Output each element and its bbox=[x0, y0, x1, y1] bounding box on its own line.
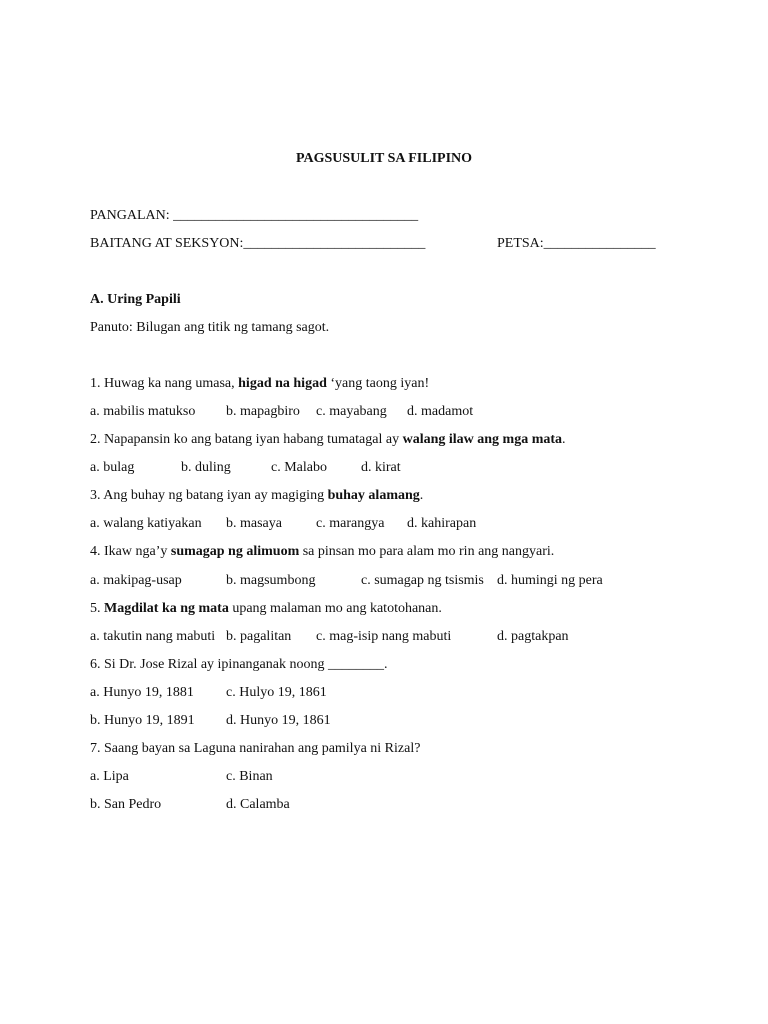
section-field-label: BAITANG AT SEKSYON:__________________________ bbox=[90, 236, 426, 251]
option[interactable]: a. Hunyo 19, 1881 bbox=[90, 685, 194, 700]
instructions: Panuto: Bilugan ang titik ng tamang sagot. bbox=[90, 320, 330, 335]
option[interactable]: c. Malabo bbox=[271, 460, 327, 475]
option[interactable]: d. Hunyo 19, 1861 bbox=[226, 713, 331, 728]
option[interactable]: d. humingi ng pera bbox=[497, 573, 603, 588]
option[interactable]: b. duling bbox=[181, 460, 231, 475]
option[interactable]: a. mabilis matukso bbox=[90, 404, 196, 419]
option[interactable]: c. mayabang bbox=[316, 404, 387, 419]
date-field-label: PETSA:________________ bbox=[497, 236, 656, 251]
option[interactable]: d. kahirapan bbox=[407, 516, 477, 531]
section-heading: A. Uring Papili bbox=[90, 292, 181, 307]
question-5: 5. Magdilat ka ng mata upang malaman mo ang katotohanan. bbox=[90, 601, 442, 616]
question-6: 6. Si Dr. Jose Rizal ay ipinanganak noong ________. bbox=[90, 657, 388, 672]
question-4: 4. Ikaw nga’y sumagap ng alimuom sa pinsan mo para alam mo rin ang nangyari. bbox=[90, 544, 555, 559]
option[interactable]: c. Hulyo 19, 1861 bbox=[226, 685, 327, 700]
option[interactable]: a. takutin nang mabuti bbox=[90, 629, 216, 644]
option[interactable]: d. madamot bbox=[407, 404, 474, 419]
option[interactable]: b. pagalitan bbox=[226, 629, 292, 644]
option[interactable]: a. makipag-usap bbox=[90, 573, 182, 588]
option[interactable]: c. Binan bbox=[226, 769, 273, 784]
page-title: PAGSUSULIT SA FILIPINO bbox=[295, 151, 473, 166]
option[interactable]: b. Hunyo 19, 1891 bbox=[90, 713, 195, 728]
option[interactable]: a. Lipa bbox=[90, 769, 129, 784]
option[interactable]: d. pagtakpan bbox=[497, 629, 569, 644]
name-field-label: PANGALAN: ___________________________________ bbox=[90, 208, 419, 223]
option[interactable]: c. sumagap ng tsismis bbox=[361, 573, 484, 588]
option[interactable]: a. bulag bbox=[90, 460, 135, 475]
option[interactable]: b. San Pedro bbox=[90, 797, 162, 812]
option[interactable]: c. marangya bbox=[316, 516, 385, 531]
question-2: 2. Napapansin ko ang batang iyan habang tumatagal ay walang ilaw ang mga mata. bbox=[90, 432, 566, 447]
option[interactable]: b. masaya bbox=[226, 516, 282, 531]
question-1: 1. Huwag ka nang umasa, higad na higad ‘yang taong iyan! bbox=[90, 376, 430, 391]
question-3: 3. Ang buhay ng batang iyan ay magiging buhay alamang. bbox=[90, 488, 424, 503]
question-7: 7. Saang bayan sa Laguna nanirahan ang pamilya ni Rizal? bbox=[90, 741, 421, 756]
option[interactable]: d. kirat bbox=[361, 460, 401, 475]
option[interactable]: b. magsumbong bbox=[226, 573, 316, 588]
option[interactable]: d. Calamba bbox=[226, 797, 290, 812]
option[interactable]: c. mag-isip nang mabuti bbox=[316, 629, 452, 644]
option[interactable]: b. mapagbiro bbox=[226, 404, 300, 419]
option[interactable]: a. walang katiyakan bbox=[90, 516, 202, 531]
